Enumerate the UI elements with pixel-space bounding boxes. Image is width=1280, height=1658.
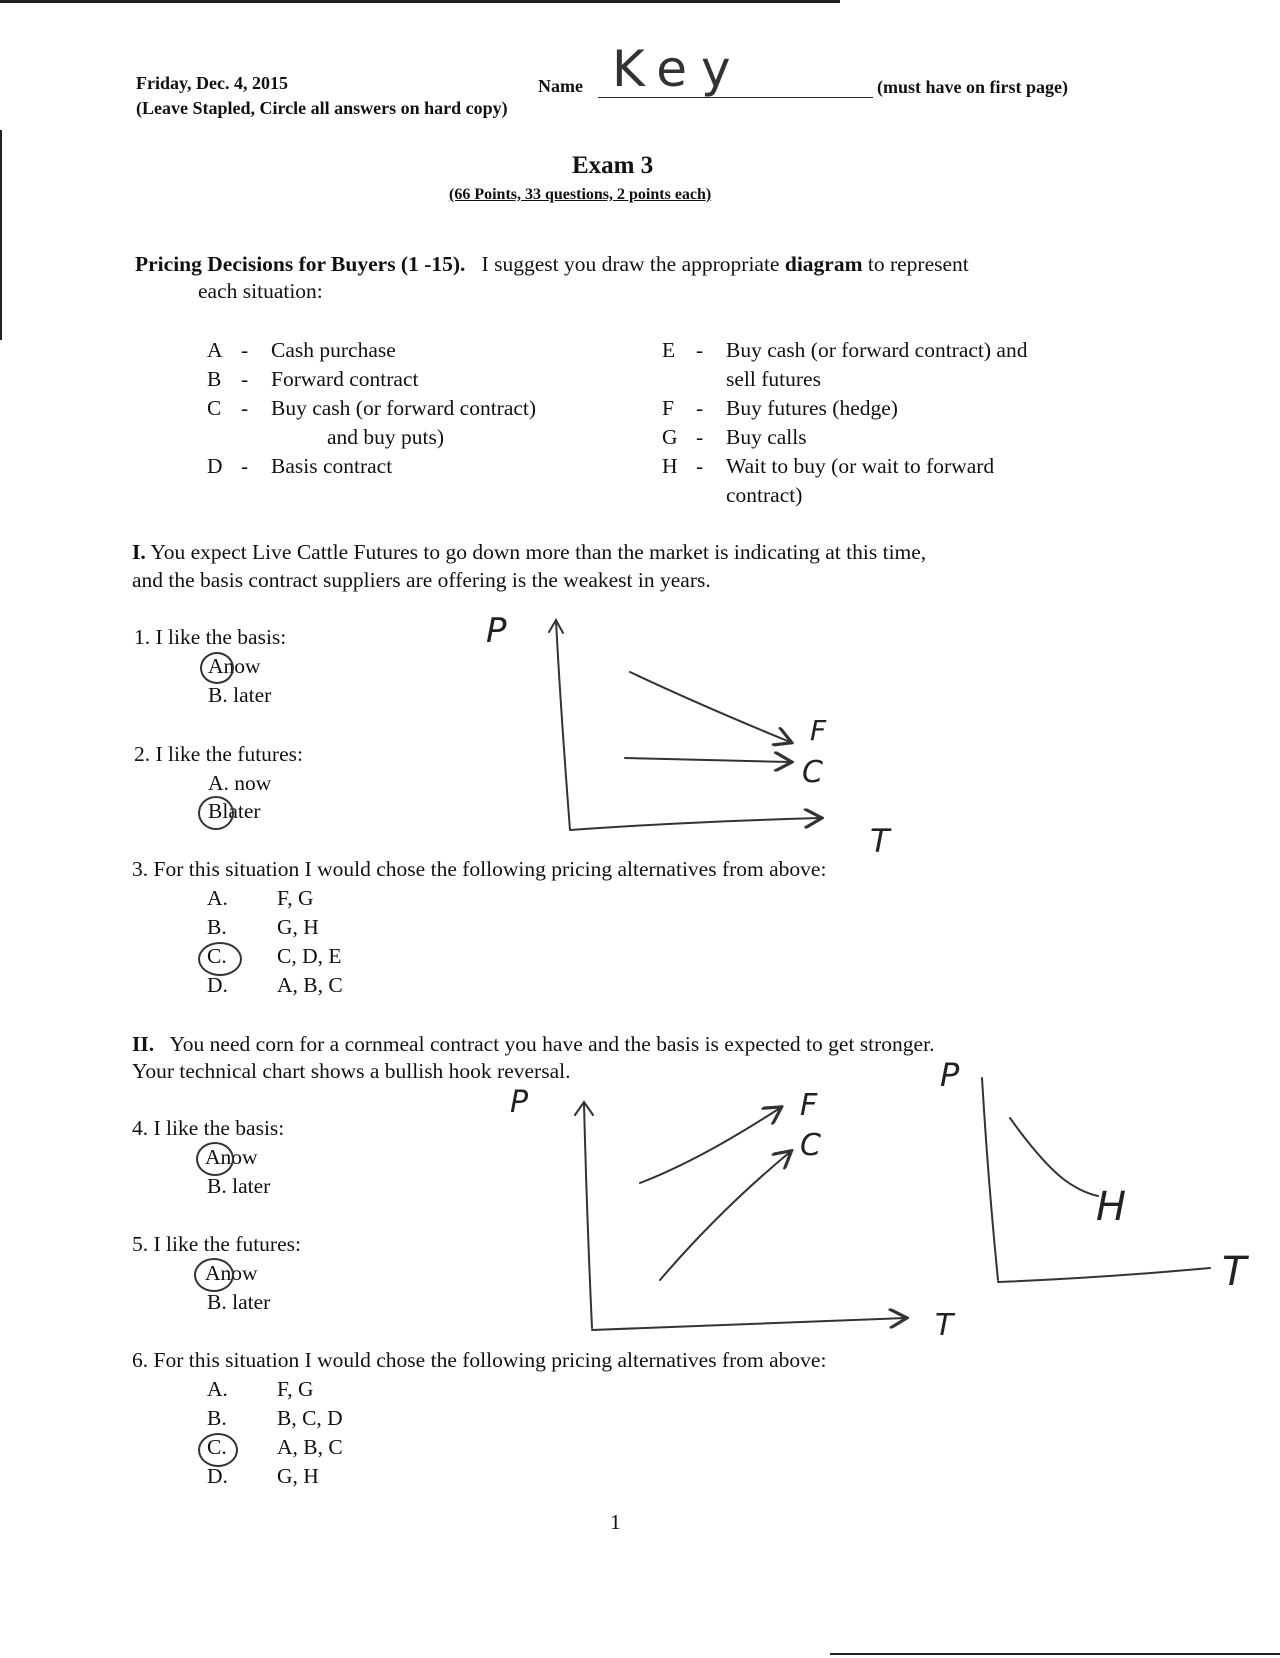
diagram-1-label-t: T (870, 822, 890, 860)
answer-circle-q6 (198, 1433, 238, 1467)
question-4-stem: 4. I like the basis: (132, 1116, 285, 1140)
diagram-1-label-f: F (810, 714, 827, 747)
question-6-stem: 6. For this situation I would chose the following pricing alternatives from above: (132, 1348, 827, 1372)
alternative-d: D - Basis contract (207, 454, 393, 478)
question-5-stem: 5. I like the futures: (132, 1232, 301, 1256)
section-intro-line2: each situation: (198, 279, 323, 303)
diagram-3-label-p: P (940, 1056, 960, 1094)
question-1-option-b-letter: B. (208, 683, 228, 707)
scan-edge-bottom (830, 1653, 1280, 1655)
answer-circle-q5 (194, 1258, 234, 1292)
question-5-option-a-text: now (220, 1261, 258, 1285)
question-3-option-d[interactable]: D. A, B, C (207, 973, 343, 997)
diagram-1 (549, 620, 820, 830)
question-1-option-a-letter: A (208, 654, 224, 678)
alternative-h: H - Wait to buy (or wait to forward (662, 454, 995, 478)
question-4-option-b[interactable] (207, 1172, 270, 1201)
section-intro-b: to represent (867, 252, 969, 276)
question-4-option-b-letter: B. (207, 1174, 227, 1198)
scenario-2-text: You need corn for a cornmeal contract you have and the basis is expected to get stronger. (169, 1032, 935, 1056)
diagram-2-label-t: T (935, 1308, 954, 1343)
exam-title: Exam 3 (572, 152, 654, 179)
alternatives-right (662, 336, 1027, 510)
scan-edge-top (0, 0, 840, 3)
exam-subtitle: (66 Points, 33 questions, 2 points each) (449, 186, 712, 203)
name-label: Name (538, 76, 583, 96)
diagram-2-label-c: C (800, 1128, 821, 1163)
diagram-2-cash-line (660, 1152, 790, 1280)
alternative-e: E - Buy cash (or forward contract) and (662, 338, 1028, 362)
alternative-h-cont: contract) (726, 483, 803, 507)
question-3-option-a[interactable]: A. F, G (207, 886, 314, 910)
scenario-2-line1 (132, 1030, 934, 1059)
diagram-3-x-axis (998, 1268, 1210, 1282)
scenario-2-line2: Your technical chart shows a bullish hook reversal. (132, 1059, 571, 1083)
diagram-2 (575, 1102, 905, 1330)
question-2-option-a[interactable]: A. now (208, 771, 272, 795)
question-1-stem: 1. I like the basis: (134, 625, 287, 649)
diagram-1-futures-line (630, 672, 790, 742)
alternative-b: B - Forward contract (207, 367, 419, 391)
scan-edge-left (0, 130, 2, 340)
diagram-1-x-axis (570, 818, 820, 830)
question-5-option-b-text: later (232, 1290, 271, 1314)
question-4-option-b-text: later (232, 1174, 271, 1198)
scenario-1-text: You expect Live Cattle Futures to go down more than the market is indicating at this time, (150, 540, 927, 564)
alternative-e-cont: sell futures (726, 367, 821, 391)
exam-instructions: (Leave Stapled, Circle all answers on hard copy) (136, 98, 508, 118)
diagram-3-y-axis (982, 1078, 998, 1280)
question-1-option-b-text: later (233, 683, 272, 707)
diagram-2-y-arrow (575, 1102, 593, 1115)
scenario-2-numeral: II. (132, 1032, 155, 1056)
question-5-option-b-letter: B. (207, 1290, 227, 1314)
diagram-1-y-arrow (549, 620, 563, 633)
question-4-option-a-text: now (220, 1145, 258, 1169)
question-2-option-b-text: later (222, 799, 261, 823)
answer-circle-q2 (198, 796, 234, 830)
question-6-option-b[interactable]: B. B, C, D (207, 1406, 343, 1430)
scenario-1-line2: and the basis contract suppliers are offering is the weakest in years. (132, 568, 711, 592)
diagram-1-y-axis (556, 620, 570, 830)
question-5-option-b[interactable] (207, 1288, 270, 1317)
question-1-option-b[interactable] (208, 681, 271, 710)
question-4-option-a-letter: A (205, 1145, 221, 1169)
diagram-2-label-p: P (510, 1085, 529, 1120)
question-3-stem: 3. For this situation I would chose the following pricing alternatives from above: (132, 857, 827, 881)
diagram-3-label-h: H (1096, 1184, 1127, 1230)
diagram-1-label-c: C (802, 755, 823, 790)
question-6-option-c[interactable]: C. A, B, C (207, 1435, 343, 1459)
diagram-2-label-f: F (800, 1088, 818, 1123)
section-intro-a: I suggest you draw the appropriate (481, 252, 780, 276)
section-heading: Pricing Decisions for Buyers (1 -15). (135, 252, 466, 276)
answer-circle-q4 (196, 1142, 234, 1176)
answer-circle-q1 (200, 652, 234, 684)
diagram-1-cash-line (625, 758, 790, 762)
diagram-2-x-axis (592, 1318, 905, 1330)
exam-date: Friday, Dec. 4, 2015 (136, 73, 288, 93)
section-intro-bold: diagram (784, 252, 863, 276)
alternative-c: C - Buy cash (or forward contract) (207, 396, 537, 420)
answer-circle-q3 (198, 942, 242, 976)
alternatives-left (207, 336, 536, 481)
question-2-stem: 2. I like the futures: (134, 742, 303, 766)
question-3-option-b[interactable]: B. G, H (207, 915, 319, 939)
question-1-option-a-text: now (223, 654, 261, 678)
alternative-g: G - Buy calls (662, 425, 807, 449)
question-6-option-a[interactable]: A. F, G (207, 1377, 314, 1401)
diagram-2-y-axis (584, 1104, 592, 1328)
question-2-option-b-letter: B (208, 799, 223, 823)
question-5-option-a-letter: A (205, 1261, 221, 1285)
alternative-a: A - Cash purchase (207, 338, 396, 362)
section-intro (135, 250, 969, 279)
name-value: Key (612, 40, 745, 98)
name-note: (must have on first page) (877, 77, 1068, 97)
scenario-1-line1 (132, 538, 926, 567)
diagram-3-hook-line (1010, 1118, 1098, 1196)
question-6-options (207, 1375, 343, 1491)
diagram-3 (982, 1078, 1210, 1282)
diagram-1-label-p: P (486, 611, 507, 651)
scenario-1-numeral: I. (132, 540, 146, 564)
question-3-option-c[interactable]: C. C, D, E (207, 944, 342, 968)
page-number: 1 (610, 1510, 621, 1534)
question-6-option-d[interactable]: D. G, H (207, 1464, 319, 1488)
diagram-3-label-t: T (1222, 1249, 1247, 1295)
alternative-c-cont: and buy puts) (327, 425, 445, 449)
diagram-2-futures-line (640, 1108, 780, 1183)
alternative-f: F - Buy futures (hedge) (662, 396, 898, 420)
